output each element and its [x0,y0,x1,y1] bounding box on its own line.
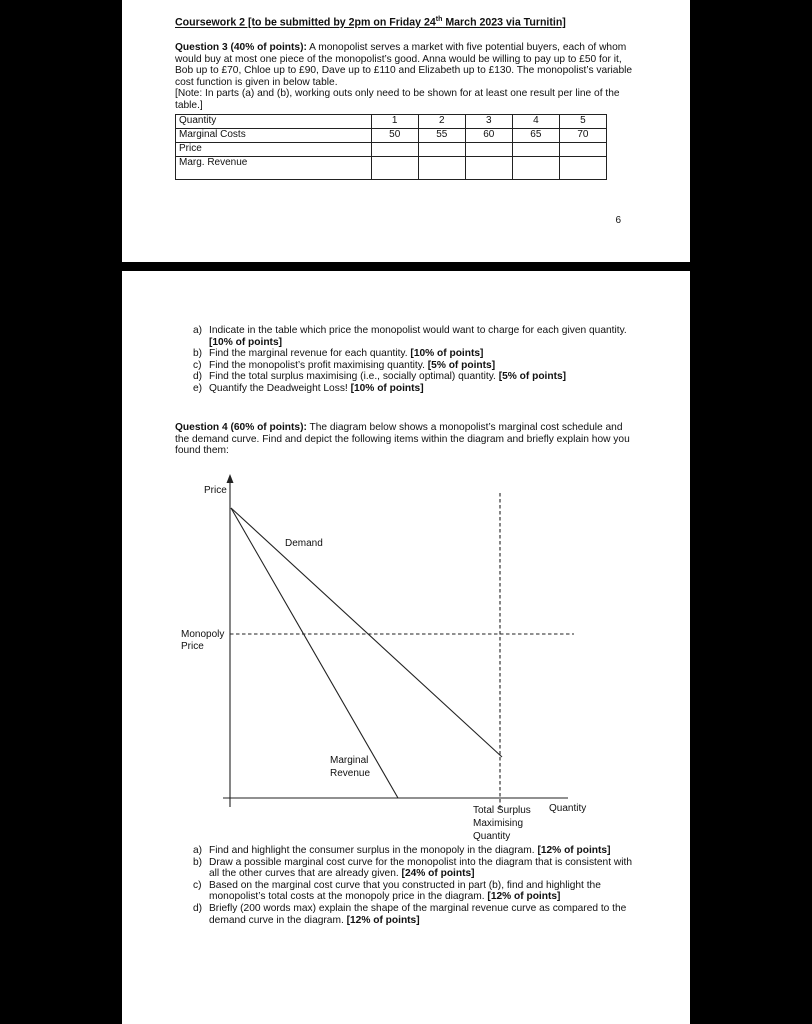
list-item: c) Based on the marginal cost curve that you constructed in part (b), find and highlight the monopolist’s total costs at the monopoly price in the diagram. [12% of points] [193,879,601,903]
y-axis-label: Price [204,485,227,496]
quantity-cell: 3 [465,115,512,129]
list-item: a) Indicate in the table which price the monopolist would want to charge for each given quantity. [10% of points] [193,325,627,348]
empty-cell [465,143,512,157]
list-item: d) Briefly (200 words max) explain the shape of the marginal revenue curve as compared to the demand curve in the diagram. [12% of points] [193,902,627,926]
page-number: 6 [615,215,621,226]
monopoly-diagram [122,471,690,843]
document-page-1 [122,0,690,262]
table-row-marginal-revenue [176,157,607,180]
list-item: d) Find the total surplus maximising (i.e., socially optimal) quantity. [5% of points] [193,371,567,383]
row-label: Marg. Revenue [176,157,372,180]
q4-heading: Question 4 (60% of points): [175,422,307,433]
total-surplus-label: Total Surplus [473,805,531,816]
document-page-2 [122,271,690,1024]
demand-curve [231,508,502,757]
empty-cell [512,157,559,180]
q3-note: [Note: In parts (a) and (b), working outs only need to be shown for at least one result per line of the table.] [175,88,620,111]
empty-cell [559,143,606,157]
table-row-price [176,143,607,157]
x-axis-label: Quantity [549,803,587,814]
list-item: b) Find the marginal revenue for each quantity. [10% of points] [193,348,484,360]
row-label: Price [176,143,372,157]
question-4-parts [175,845,635,926]
empty-cell [418,157,465,180]
marginal-cost-cell: 50 [371,129,418,143]
monopoly-price-label: Price [181,641,204,652]
y-axis-arrowhead [227,474,234,483]
quantity-cell: 5 [559,115,606,129]
demand-label: Demand [285,538,323,549]
q3-text: A monopolist serves a market with five potential buyers, each of whom would buy at most one piece of the monopolist’s good. Anna would be willing to pay up to £50 for it, Bob up to £70, Chloe up to £90, Dave up to £110 and Elizabeth up to £130. The monopolist’s variable cost function is given in below table. [175,42,633,88]
empty-cell [418,143,465,157]
row-label: Marginal Costs [176,129,372,143]
marginal-revenue-label: Marginal [330,755,369,766]
marginal-cost-cell: 65 [512,129,559,143]
empty-cell [465,157,512,180]
quantity-cell: 4 [512,115,559,129]
cost-table [175,114,607,180]
coursework-title: Coursework 2 [to be submitted by 2pm on Friday 24th March 2023 via Turnitin] [175,16,566,29]
quantity-cell: 2 [418,115,465,129]
q3-heading: Question 3 (40% of points): [175,42,307,53]
q4-text: The diagram below shows a monopolist’s marginal cost schedule and the demand curve. Find and depict the following items within the diagram and briefly explain how you found them: [175,422,630,457]
table-row-marginal-costs [176,129,607,143]
row-label: Quantity [176,115,372,129]
question-4 [175,422,635,457]
total-surplus-label: Maximising [473,818,524,829]
quantity-cell: 1 [371,115,418,129]
marginal-cost-cell: 60 [465,129,512,143]
question-3-parts [175,325,635,395]
list-item: b) Draw a possible marginal cost curve for the monopolist into the diagram that is consistent with all the other curves that are already given. [24% of points] [193,856,632,880]
empty-cell [512,143,559,157]
marginal-revenue-label: Revenue [330,768,371,779]
empty-cell [371,143,418,157]
table-row-quantity [176,115,607,129]
empty-cell [559,157,606,180]
list-item: a) Find and highlight the consumer surplus in the monopoly in the diagram. [12% of points] [193,845,611,856]
total-surplus-label: Quantity [473,831,511,842]
list-item: c) Find the monopolist’s profit maximising quantity. [5% of points] [193,359,496,371]
marginal-cost-cell: 55 [418,129,465,143]
marginal-cost-cell: 70 [559,129,606,143]
empty-cell [371,157,418,180]
question-3 [175,42,640,112]
monopoly-price-label: Monopoly [181,629,225,640]
list-item: e) Quantify the Deadweight Loss! [10% of points] [193,382,424,394]
marginal-revenue-curve [231,508,398,798]
